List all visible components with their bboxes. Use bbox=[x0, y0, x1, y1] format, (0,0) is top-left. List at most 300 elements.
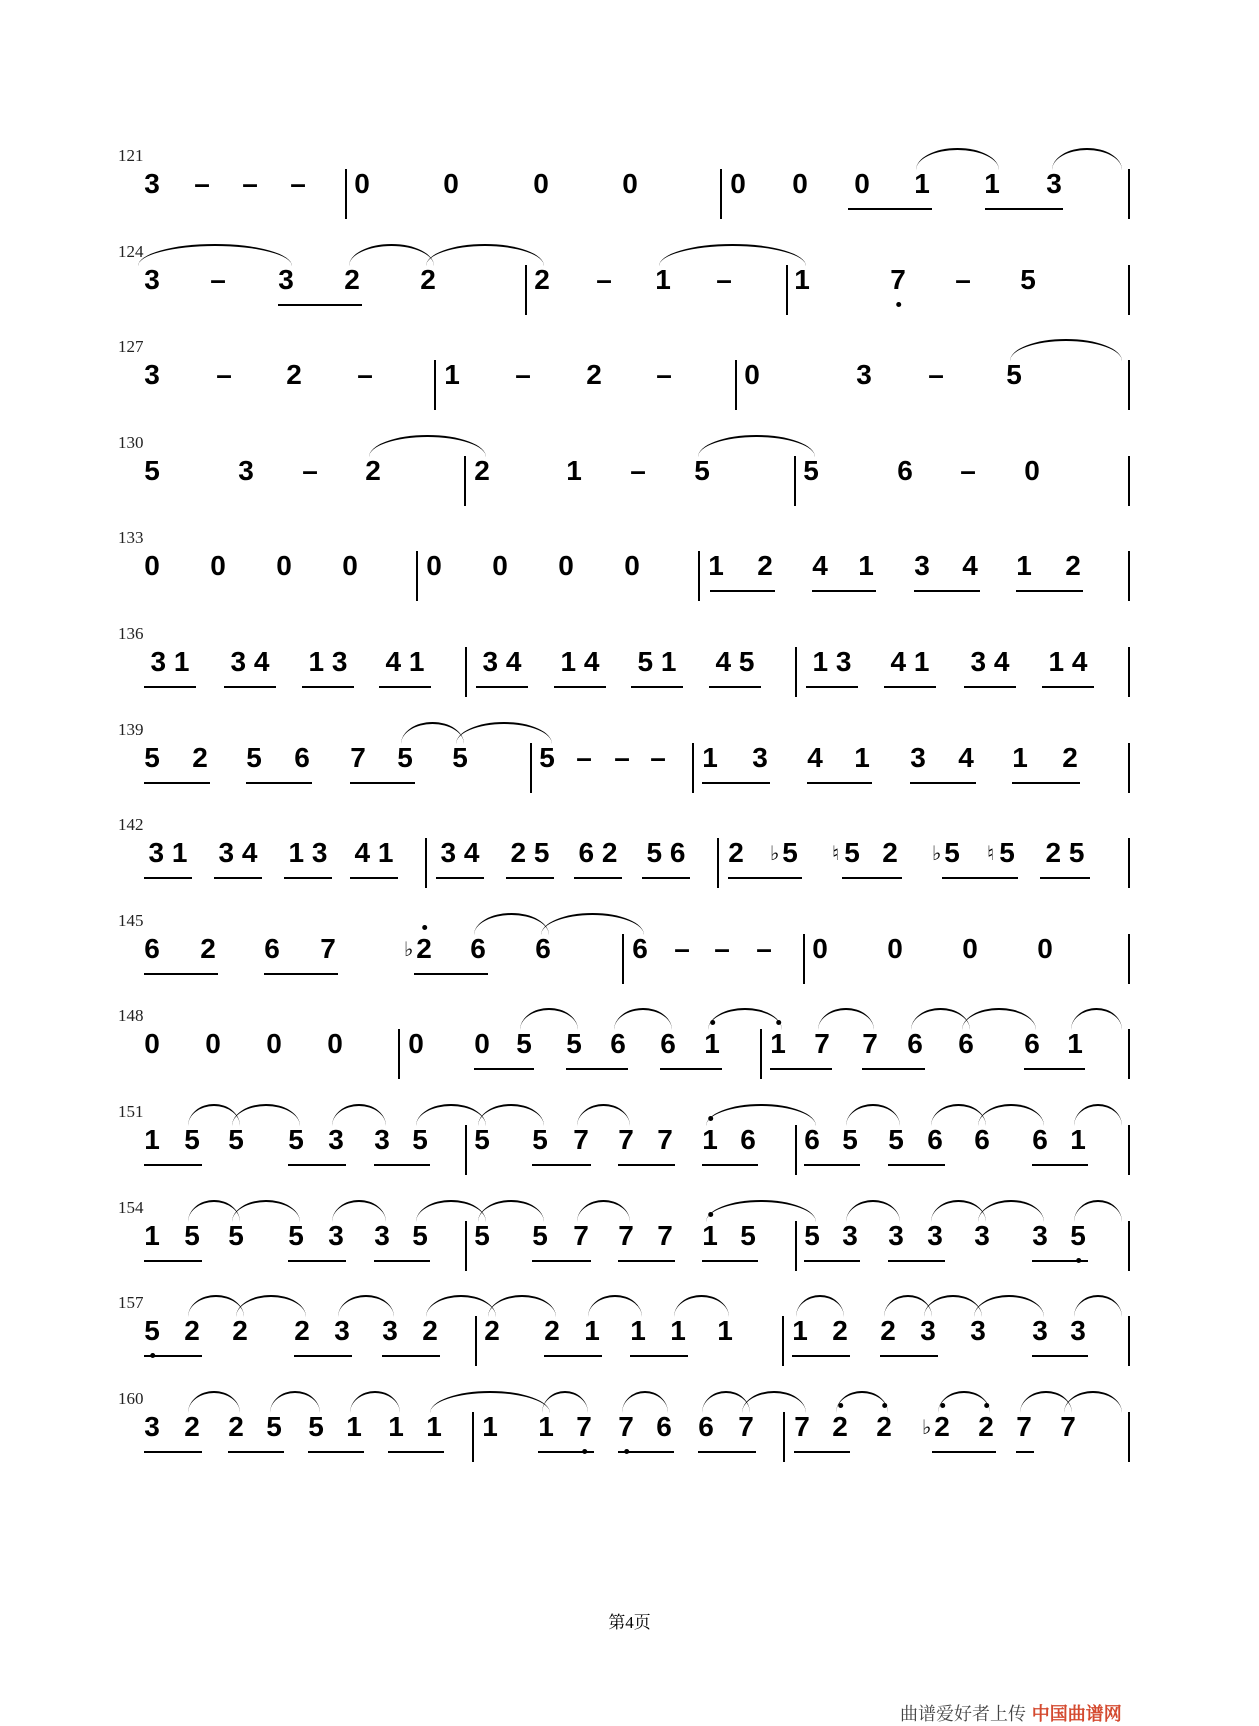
rhythm-underline bbox=[284, 877, 332, 879]
note: 2 bbox=[534, 264, 550, 295]
note: 5 bbox=[184, 1124, 200, 1155]
note: 6 bbox=[632, 933, 648, 964]
note-row bbox=[0, 1124, 1259, 1184]
note: 7 bbox=[573, 1124, 589, 1155]
rhythm-underline bbox=[144, 1451, 202, 1453]
note: 5 bbox=[144, 742, 160, 773]
note: 2 bbox=[544, 1315, 560, 1346]
note: 5 bbox=[308, 1411, 324, 1442]
note-row bbox=[0, 550, 1259, 610]
tie-slur bbox=[474, 913, 549, 935]
note: 1 bbox=[1070, 1124, 1086, 1155]
note: 3 bbox=[374, 1220, 390, 1251]
note: 7 bbox=[794, 1411, 810, 1442]
end-barline bbox=[1128, 1029, 1130, 1079]
note: 5 bbox=[412, 1124, 428, 1155]
rhythm-underline bbox=[964, 686, 1016, 688]
note: 2 bbox=[474, 455, 490, 486]
note: 2 bbox=[416, 933, 432, 965]
rhythm-underline bbox=[709, 686, 761, 688]
rhythm-underline bbox=[144, 686, 196, 688]
rhythm-underline bbox=[264, 973, 338, 975]
tie-slur bbox=[938, 1391, 990, 1413]
note-row bbox=[0, 1411, 1259, 1471]
dash-extension: – bbox=[630, 455, 646, 486]
rhythm-underline bbox=[544, 1355, 602, 1357]
barline bbox=[782, 1316, 784, 1366]
note: 5 bbox=[888, 1124, 904, 1155]
dash-extension: – bbox=[614, 742, 630, 773]
rhythm-underline bbox=[618, 1260, 675, 1262]
rhythm-underline bbox=[1016, 1451, 1034, 1453]
rhythm-underline bbox=[144, 1260, 202, 1262]
note: 7 bbox=[618, 1124, 634, 1155]
rhythm-underline bbox=[288, 1260, 346, 1262]
note: 0 bbox=[887, 933, 903, 964]
rhythm-underline bbox=[985, 208, 1063, 210]
note: 1 bbox=[717, 1315, 733, 1346]
octave-dot bbox=[422, 925, 427, 930]
note: 4 bbox=[962, 550, 978, 581]
tie-slur bbox=[456, 722, 552, 744]
note: 5 bbox=[516, 1028, 532, 1059]
measure-number: 148 bbox=[118, 1006, 144, 1025]
end-barline bbox=[1128, 838, 1130, 888]
rhythm-underline bbox=[888, 1164, 945, 1166]
rhythm-underline bbox=[792, 1355, 850, 1357]
note: 5 bbox=[999, 837, 1015, 868]
note: 0 bbox=[812, 933, 828, 964]
tie-slur bbox=[1010, 339, 1122, 361]
tie-slur bbox=[708, 1008, 782, 1030]
note: 6 2 bbox=[578, 837, 618, 868]
rhythm-underline bbox=[294, 1355, 352, 1357]
dash-extension: – bbox=[656, 359, 672, 390]
note: 5 bbox=[266, 1411, 282, 1442]
measure-number: 157 bbox=[118, 1293, 144, 1312]
note: 3 bbox=[334, 1315, 350, 1346]
tie-slur bbox=[577, 1104, 630, 1126]
note: 0 bbox=[205, 1028, 221, 1059]
note: 7 bbox=[657, 1220, 673, 1251]
end-barline bbox=[1128, 934, 1130, 984]
note: 2 bbox=[880, 1315, 896, 1346]
rhythm-underline bbox=[862, 1068, 925, 1070]
note: 6 bbox=[656, 1411, 672, 1442]
tie-slur bbox=[350, 1391, 400, 1413]
tie-slur bbox=[614, 1008, 672, 1030]
rhythm-underline bbox=[476, 686, 528, 688]
note: 0 bbox=[1037, 933, 1053, 964]
rhythm-underline bbox=[144, 877, 192, 879]
score-system bbox=[0, 1293, 1259, 1397]
measure-number: 151 bbox=[118, 1102, 144, 1121]
end-barline bbox=[1128, 1125, 1130, 1175]
note: 7 bbox=[573, 1220, 589, 1251]
note: 5 bbox=[246, 742, 262, 773]
note: 1 3 bbox=[812, 646, 852, 677]
barline bbox=[622, 934, 624, 984]
note: 3 bbox=[144, 1411, 160, 1442]
note: 7 bbox=[1060, 1411, 1076, 1442]
measure-number: 145 bbox=[118, 911, 144, 930]
note: 3 bbox=[752, 742, 768, 773]
tie-slur bbox=[846, 1104, 900, 1126]
measure-number: 133 bbox=[118, 528, 144, 547]
note: 6 bbox=[958, 1028, 974, 1059]
rhythm-underline bbox=[848, 208, 932, 210]
rhythm-underline bbox=[144, 1355, 202, 1357]
tie-slur bbox=[674, 1295, 729, 1317]
note: 3 bbox=[144, 168, 160, 199]
note-row bbox=[0, 455, 1259, 515]
note-row bbox=[0, 1028, 1259, 1088]
note: 0 bbox=[408, 1028, 424, 1059]
rhythm-underline bbox=[698, 1451, 756, 1453]
watermark-brand: 中国曲谱网 bbox=[1031, 1704, 1122, 1725]
tie-slur bbox=[588, 1295, 642, 1317]
note: 1 bbox=[444, 359, 460, 390]
note: 0 bbox=[624, 550, 640, 581]
note-row bbox=[0, 264, 1259, 324]
note-row bbox=[0, 168, 1259, 228]
rhythm-underline bbox=[702, 1260, 758, 1262]
note: 2 bbox=[934, 1411, 950, 1443]
note: 6 bbox=[294, 742, 310, 773]
barline bbox=[760, 1029, 762, 1079]
barline bbox=[464, 456, 466, 506]
note: 5 bbox=[740, 1220, 756, 1251]
note: 3 bbox=[974, 1220, 990, 1251]
note: 3 bbox=[914, 550, 930, 581]
note: 3 1 bbox=[148, 837, 188, 868]
natural-sign: ♮ bbox=[987, 843, 995, 865]
dash-extension: – bbox=[716, 264, 732, 295]
tie-slur bbox=[796, 1295, 844, 1317]
rhythm-underline bbox=[728, 877, 802, 879]
flat-sign: ♭ bbox=[770, 843, 780, 865]
rhythm-underline bbox=[914, 590, 980, 592]
note: 7 bbox=[618, 1411, 634, 1443]
rhythm-underline bbox=[910, 782, 976, 784]
note: 7 bbox=[350, 742, 366, 773]
note: 1 bbox=[388, 1411, 404, 1442]
tie-slur bbox=[1074, 1104, 1122, 1126]
note: 2 bbox=[484, 1315, 500, 1346]
note: 1 bbox=[708, 550, 724, 581]
rhythm-underline bbox=[436, 877, 484, 879]
flat-sign: ♭ bbox=[932, 843, 942, 865]
note: 1 bbox=[858, 550, 874, 581]
barline bbox=[465, 647, 467, 697]
note: 5 bbox=[566, 1028, 582, 1059]
tie-slur bbox=[416, 1200, 486, 1222]
score-system bbox=[0, 815, 1259, 919]
rhythm-underline bbox=[144, 782, 210, 784]
note: 2 bbox=[184, 1411, 200, 1442]
tie-slur bbox=[911, 1008, 970, 1030]
note: 3 4 bbox=[970, 646, 1010, 677]
note: 2 bbox=[286, 359, 302, 390]
tie-slur bbox=[478, 1200, 544, 1222]
tie-slur bbox=[974, 1295, 1044, 1317]
barline bbox=[717, 838, 719, 888]
rhythm-underline bbox=[804, 1260, 860, 1262]
rhythm-underline bbox=[278, 304, 362, 306]
note: 2 bbox=[200, 933, 216, 964]
rhythm-underline bbox=[642, 877, 690, 879]
note: 1 bbox=[584, 1315, 600, 1346]
barline bbox=[434, 360, 436, 410]
note: 1 bbox=[702, 1220, 718, 1252]
note: 2 bbox=[832, 1315, 848, 1346]
rhythm-underline bbox=[350, 877, 398, 879]
rhythm-underline bbox=[1032, 1355, 1088, 1357]
rhythm-underline bbox=[702, 782, 770, 784]
rhythm-underline bbox=[532, 1164, 591, 1166]
note: 5 bbox=[474, 1220, 490, 1251]
score-system bbox=[0, 146, 1259, 250]
rhythm-underline bbox=[884, 686, 936, 688]
end-barline bbox=[1128, 265, 1130, 315]
tie-slur bbox=[659, 244, 806, 266]
rhythm-underline bbox=[374, 1260, 430, 1262]
rhythm-underline bbox=[302, 686, 354, 688]
note: 0 bbox=[558, 550, 574, 581]
note-row bbox=[0, 646, 1259, 706]
dash-extension: – bbox=[756, 933, 772, 964]
note: 1 3 bbox=[308, 646, 348, 677]
note: 1 bbox=[630, 1315, 646, 1346]
note-row bbox=[0, 742, 1259, 802]
note-row bbox=[0, 933, 1259, 993]
note: 5 bbox=[228, 1124, 244, 1155]
dash-extension: – bbox=[674, 933, 690, 964]
tie-slur bbox=[138, 244, 292, 266]
score-system bbox=[0, 433, 1259, 537]
watermark-uploader: 曲谱爱好者上传 bbox=[900, 1704, 1026, 1725]
note: 1 4 bbox=[1048, 646, 1088, 677]
score-system bbox=[0, 720, 1259, 824]
tie-slur bbox=[1071, 1008, 1122, 1030]
note: 1 bbox=[702, 1124, 718, 1156]
tie-slur bbox=[478, 1104, 544, 1126]
note: 3 bbox=[1032, 1315, 1048, 1346]
dash-extension: – bbox=[290, 168, 306, 199]
score-system bbox=[0, 337, 1259, 441]
rhythm-underline bbox=[414, 973, 488, 975]
note: 0 bbox=[962, 933, 978, 964]
measure-number: 139 bbox=[118, 720, 144, 739]
note: 6 bbox=[740, 1124, 756, 1155]
rhythm-underline bbox=[224, 686, 276, 688]
tie-slur bbox=[426, 244, 544, 266]
note: 2 5 bbox=[1045, 837, 1085, 868]
note-row bbox=[0, 359, 1259, 419]
note: 1 bbox=[984, 168, 1000, 199]
note: 5 bbox=[844, 837, 860, 868]
tie-slur bbox=[1064, 1391, 1122, 1413]
note: 4 1 bbox=[890, 646, 930, 677]
note: 0 bbox=[144, 1028, 160, 1059]
note: 1 4 bbox=[560, 646, 600, 677]
note: 1 bbox=[144, 1220, 160, 1251]
dash-extension: – bbox=[596, 264, 612, 295]
note: 4 1 bbox=[354, 837, 394, 868]
tie-slur bbox=[236, 1295, 306, 1317]
dash-extension: – bbox=[194, 168, 210, 199]
rhythm-underline bbox=[388, 1451, 444, 1453]
barline bbox=[525, 265, 527, 315]
tie-slur bbox=[1052, 148, 1122, 170]
note: 0 bbox=[730, 168, 746, 199]
note: 2 bbox=[1065, 550, 1081, 581]
rhythm-underline bbox=[932, 1451, 996, 1453]
tie-slur bbox=[369, 435, 486, 457]
rhythm-underline bbox=[288, 1164, 346, 1166]
dash-extension: – bbox=[650, 742, 666, 773]
flat-sign: ♭ bbox=[404, 939, 414, 961]
note: 5 bbox=[144, 455, 160, 486]
dash-extension: – bbox=[714, 933, 730, 964]
note: 3 bbox=[970, 1315, 986, 1346]
note: 2 bbox=[232, 1315, 248, 1346]
tie-slur bbox=[836, 1391, 888, 1413]
measure-number: 127 bbox=[118, 337, 144, 356]
note: 7 bbox=[1016, 1411, 1032, 1442]
rhythm-underline bbox=[382, 1355, 440, 1357]
dash-extension: – bbox=[216, 359, 232, 390]
rhythm-underline bbox=[806, 686, 858, 688]
note: 6 bbox=[804, 1124, 820, 1155]
tie-slur bbox=[978, 1104, 1044, 1126]
rhythm-underline bbox=[474, 1068, 534, 1070]
note: 1 bbox=[770, 1028, 786, 1060]
note: 7 bbox=[320, 933, 336, 964]
note: 7 bbox=[618, 1220, 634, 1251]
dash-extension: – bbox=[515, 359, 531, 390]
note: 0 bbox=[474, 1028, 490, 1059]
note: 2 bbox=[1062, 742, 1078, 773]
note: 0 bbox=[342, 550, 358, 581]
barline bbox=[465, 1221, 467, 1271]
barline bbox=[698, 551, 700, 601]
note: 3 bbox=[888, 1220, 904, 1251]
dash-extension: – bbox=[928, 359, 944, 390]
note: 1 bbox=[426, 1411, 442, 1442]
note: 7 bbox=[657, 1124, 673, 1155]
note: 6 bbox=[927, 1124, 943, 1155]
tie-slur bbox=[541, 913, 644, 935]
note: 3 bbox=[920, 1315, 936, 1346]
tie-slur bbox=[846, 1200, 900, 1222]
score-system bbox=[0, 1389, 1259, 1493]
note: 0 bbox=[266, 1028, 282, 1059]
note: 2 bbox=[344, 264, 360, 295]
note: 0 bbox=[426, 550, 442, 581]
note: 1 bbox=[794, 264, 810, 295]
tie-slur bbox=[270, 1391, 320, 1413]
note: 3 bbox=[1032, 1220, 1048, 1251]
note: 5 bbox=[694, 455, 710, 486]
note: 6 bbox=[264, 933, 280, 964]
note-row bbox=[0, 1220, 1259, 1280]
rhythm-underline bbox=[566, 1068, 628, 1070]
tie-slur bbox=[622, 1391, 668, 1413]
note: 5 bbox=[1070, 1220, 1086, 1252]
note: 4 5 bbox=[715, 646, 755, 677]
end-barline bbox=[1128, 551, 1130, 601]
note: 6 bbox=[698, 1411, 714, 1442]
note: 3 bbox=[856, 359, 872, 390]
note: 4 bbox=[812, 550, 828, 581]
note: 1 bbox=[538, 1411, 554, 1442]
end-barline bbox=[1128, 1221, 1130, 1271]
note: 2 bbox=[876, 1411, 892, 1443]
dash-extension: – bbox=[302, 455, 318, 486]
barline bbox=[472, 1412, 474, 1462]
note: 2 bbox=[757, 550, 773, 581]
note: 6 bbox=[535, 933, 551, 964]
note: 0 bbox=[744, 359, 760, 390]
note: 0 bbox=[492, 550, 508, 581]
end-barline bbox=[1128, 647, 1130, 697]
note: 1 bbox=[914, 168, 930, 199]
tie-slur bbox=[962, 1008, 1036, 1030]
score-system bbox=[0, 911, 1259, 1015]
measure-number: 142 bbox=[118, 815, 144, 834]
note: 2 bbox=[422, 1315, 438, 1346]
note: 2 bbox=[294, 1315, 310, 1346]
measure-number: 154 bbox=[118, 1198, 144, 1217]
score-system bbox=[0, 528, 1259, 632]
note: 2 bbox=[365, 455, 381, 486]
note: 6 bbox=[610, 1028, 626, 1059]
note: 5 bbox=[532, 1124, 548, 1155]
note: 0 bbox=[276, 550, 292, 581]
tie-slur bbox=[978, 1200, 1044, 1222]
barline bbox=[795, 1221, 797, 1271]
dash-extension: – bbox=[357, 359, 373, 390]
note: 1 bbox=[1016, 550, 1032, 581]
note: 3 4 bbox=[230, 646, 270, 677]
measure-number: 124 bbox=[118, 242, 144, 261]
note: 1 bbox=[1067, 1028, 1083, 1059]
tie-slur bbox=[706, 1200, 816, 1222]
tie-slur bbox=[818, 1008, 874, 1030]
flat-sign: ♭ bbox=[922, 1417, 932, 1439]
note: 1 3 bbox=[288, 837, 328, 868]
score-system bbox=[0, 242, 1259, 346]
note: 1 bbox=[1012, 742, 1028, 773]
rhythm-underline bbox=[350, 782, 415, 784]
note: 5 bbox=[1020, 264, 1036, 295]
note: 3 bbox=[278, 264, 294, 295]
barline bbox=[795, 647, 797, 697]
rhythm-underline bbox=[144, 1164, 202, 1166]
end-barline bbox=[1128, 169, 1130, 219]
measure-number: 136 bbox=[118, 624, 144, 643]
rhythm-underline bbox=[804, 1164, 860, 1166]
note: 5 bbox=[144, 1315, 160, 1347]
note: 4 bbox=[807, 742, 823, 773]
measure-number: 130 bbox=[118, 433, 144, 452]
note: 6 bbox=[907, 1028, 923, 1059]
note: 3 bbox=[382, 1315, 398, 1346]
note: 6 bbox=[470, 933, 486, 964]
rhythm-underline bbox=[710, 590, 775, 592]
note: 5 bbox=[412, 1220, 428, 1251]
